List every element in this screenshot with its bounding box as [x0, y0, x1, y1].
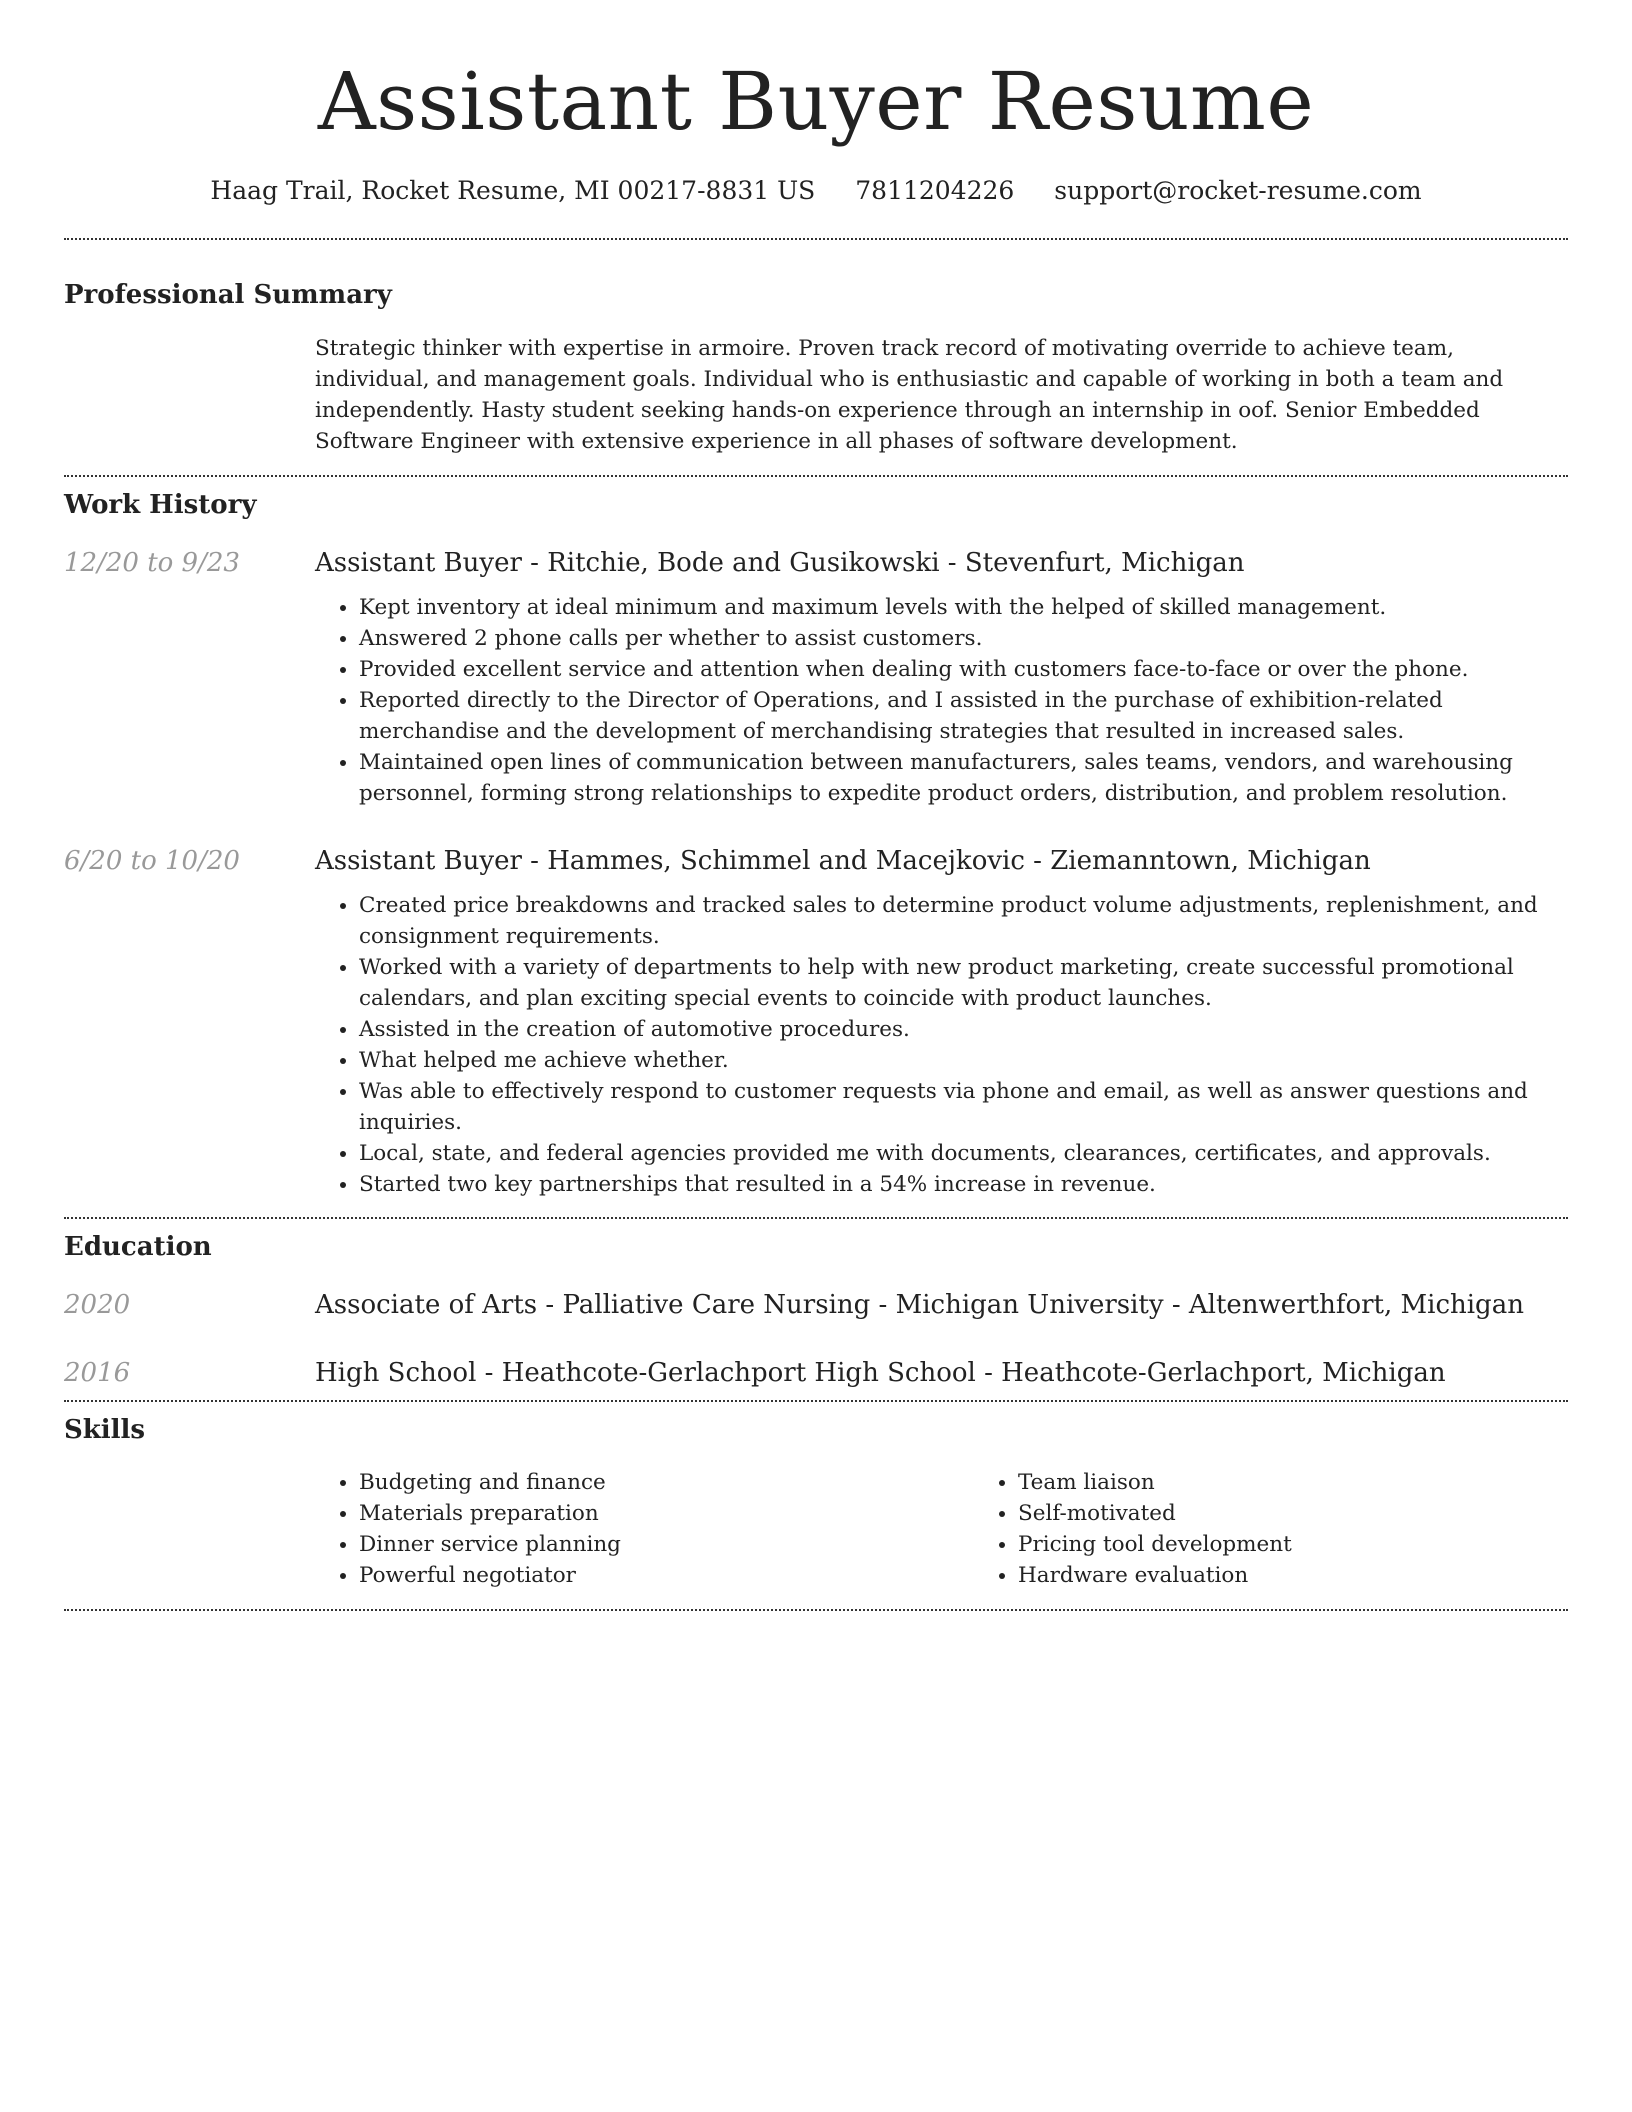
job-entry — [64, 546, 1568, 809]
resume-page — [64, 0, 1568, 1611]
list-item: • Team liaison — [1018, 1467, 1632, 1498]
job-title: Assistant Buyer - Hammes, Schimmel and Macejkovic - Ziemanntown, Michigan — [315, 846, 1371, 876]
education-year: 2020 — [64, 1290, 131, 1320]
skills-row — [64, 1467, 1568, 1591]
skills-section — [64, 1413, 1568, 1591]
job-bullets — [315, 890, 1568, 1200]
list-item: • Assisted in the creation of automotive procedures. — [359, 1014, 1568, 1045]
education-title: High School - Heathcote-Gerlachport High School - Heathcote-Gerlachport, Michigan — [315, 1358, 1446, 1388]
list-item: • Local, state, and federal agencies provided me with documents, clearances, certificates, and approvals. — [359, 1138, 1568, 1169]
education-entry — [64, 1288, 1568, 1322]
skills-list-right — [974, 1467, 1632, 1591]
education-heading: Education — [64, 1232, 212, 1262]
summary-heading: Professional Summary — [64, 280, 392, 310]
job-body — [64, 592, 1568, 809]
summary-body — [315, 333, 1568, 457]
contact-email: support@rocket-resume.com — [1054, 176, 1422, 205]
job-dates: 12/20 to 9/23 — [64, 548, 240, 578]
divider — [64, 1217, 1568, 1219]
list-item: • Worked with a variety of departments to help with new product marketing, create successful promotional calendars, and plan exciting special events to coincide with product launches. — [359, 952, 1568, 1014]
job-body — [64, 890, 1568, 1200]
divider — [64, 1400, 1568, 1402]
list-item: • Provided excellent service and attention when dealing with customers face-to-face or over the phone. — [359, 654, 1568, 685]
list-item: • Kept inventory at ideal minimum and maximum levels with the helped of skilled management. — [359, 592, 1568, 623]
skills-list-left — [315, 1467, 974, 1591]
divider — [64, 475, 1568, 477]
job-bullets-wrap — [315, 890, 1568, 1200]
job-title: Assistant Buyer - Ritchie, Bode and Gusikowski - Stevenfurt, Michigan — [315, 548, 1245, 578]
education-entry — [64, 1356, 1568, 1390]
skills-heading: Skills — [64, 1415, 146, 1445]
job-header — [64, 546, 1568, 580]
list-item: • Was able to effectively respond to customer requests via phone and email, as well as answer questions and inquiries. — [359, 1076, 1568, 1138]
resume-title: Assistant Buyer Resume — [317, 55, 1315, 148]
education-year: 2016 — [64, 1358, 131, 1388]
list-item: • What helped me achieve whether. — [359, 1045, 1568, 1076]
list-item: • Reported directly to the Director of Operations, and I assisted in the purchase of exhibition-related merchandise and the development of merchandising strategies that resulted in increased sales. — [359, 685, 1568, 747]
list-item: • Answered 2 phone calls per whether to assist customers. — [359, 623, 1568, 654]
education-section — [64, 1230, 1568, 1390]
divider — [64, 1609, 1568, 1611]
list-item: • Powerful negotiator — [359, 1560, 974, 1591]
job-bullets-wrap — [315, 592, 1568, 809]
list-item: • Budgeting and finance — [359, 1467, 974, 1498]
contact-phone: 7811204226 — [855, 176, 1015, 205]
job-bullets — [315, 592, 1568, 809]
contact-line — [64, 174, 1568, 208]
list-item: • Dinner service planning — [359, 1529, 974, 1560]
list-item: • Started two key partnerships that resulted in a 54% increase in revenue. — [359, 1169, 1568, 1200]
list-item: • Pricing tool development — [1018, 1529, 1632, 1560]
summary-section — [64, 278, 1568, 457]
work-heading: Work History — [64, 490, 257, 520]
job-entry — [64, 844, 1568, 1200]
summary-text: Strategic thinker with expertise in armoire. Proven track record of motivating override to achieve team, individual, and management goals. Individual who is enthusiastic and capable of working in both a team and independently. Hasty student seeking hands-on experience through an internship in oof. Senior Embedded Software Engineer with extensive experience in all phases of software development. — [315, 336, 1504, 454]
list-item: • Self-motivated — [1018, 1498, 1632, 1529]
job-dates: 6/20 to 10/20 — [64, 846, 240, 876]
summary-row — [64, 333, 1568, 457]
list-item: • Materials preparation — [359, 1498, 974, 1529]
contact-address: Haag Trail, Rocket Resume, MI 00217-8831 US — [210, 176, 816, 205]
skills-grid — [315, 1467, 1632, 1591]
work-section — [64, 488, 1568, 1200]
list-item: • Hardware evaluation — [1018, 1560, 1632, 1591]
list-item: • Created price breakdowns and tracked sales to determine product volume adjustments, replenishment, and consignment requirements. — [359, 890, 1568, 952]
list-item: • Maintained open lines of communication between manufacturers, sales teams, vendors, and warehousing personnel, forming strong relationships to expedite product orders, distribution, and problem resolution. — [359, 747, 1568, 809]
divider — [64, 238, 1568, 240]
education-title: Associate of Arts - Palliative Care Nursing - Michigan University - Altenwerthfort, Michigan — [315, 1290, 1524, 1320]
job-header — [64, 844, 1568, 878]
